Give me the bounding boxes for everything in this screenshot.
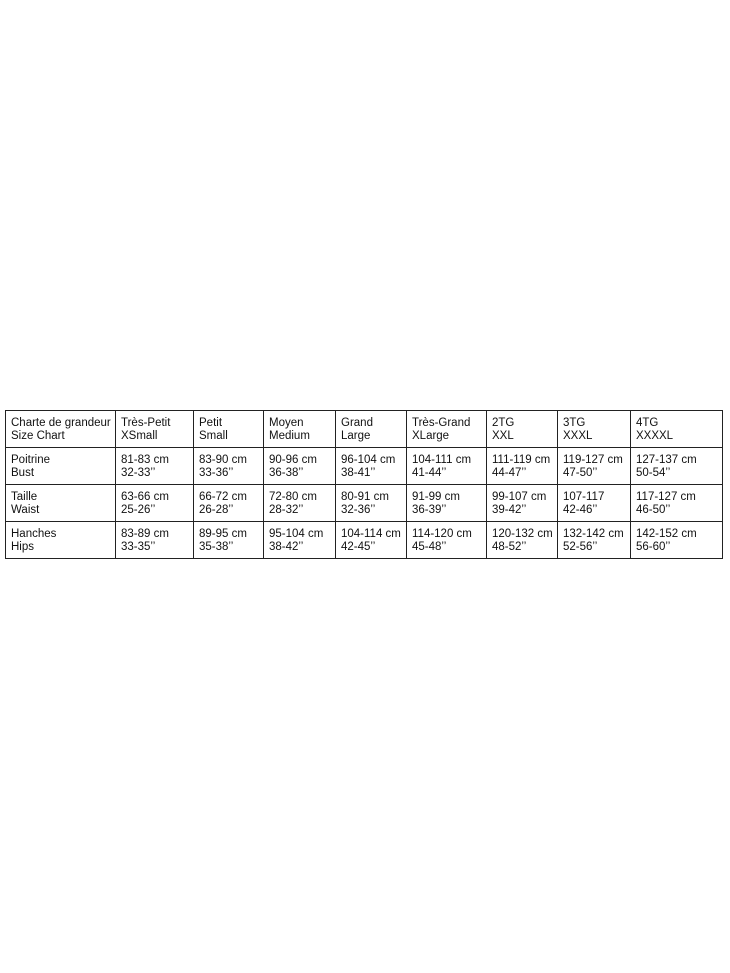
table-row-hips bbox=[6, 522, 723, 559]
header-cell-small: Petit Small bbox=[194, 411, 264, 448]
table-cell: 114-120 cm 45-48’’ bbox=[407, 522, 487, 559]
table-cell: 90-96 cm 36-38’’ bbox=[264, 448, 336, 485]
table-cell: 83-90 cm 33-36’’ bbox=[194, 448, 264, 485]
header-row bbox=[6, 411, 723, 448]
table-cell: 83-89 cm 33-35’’ bbox=[116, 522, 194, 559]
header-cell-xlarge: Très-Grand XLarge bbox=[407, 411, 487, 448]
table-cell: 95-104 cm 38-42’’ bbox=[264, 522, 336, 559]
table-row-waist bbox=[6, 485, 723, 522]
header-cell-xsmall: Très-Petit XSmall bbox=[116, 411, 194, 448]
table-cell: 91-99 cm 36-39’’ bbox=[407, 485, 487, 522]
row-label-bust: Poitrine Bust bbox=[6, 448, 116, 485]
table-cell: 132-142 cm 52-56’’ bbox=[558, 522, 631, 559]
header-cell-xxxl: 3TG XXXL bbox=[558, 411, 631, 448]
header-cell-large: Grand Large bbox=[336, 411, 407, 448]
table-cell: 96-104 cm 38-41’’ bbox=[336, 448, 407, 485]
table-cell: 127-137 cm 50-54’’ bbox=[631, 448, 723, 485]
table-cell: 80-91 cm 32-36’’ bbox=[336, 485, 407, 522]
table-cell: 63-66 cm 25-26’’ bbox=[116, 485, 194, 522]
row-label-hips: Hanches Hips bbox=[6, 522, 116, 559]
header-cell-chart: Charte de grandeur Size Chart bbox=[6, 411, 116, 448]
header-cell-medium: Moyen Medium bbox=[264, 411, 336, 448]
table-cell: 104-114 cm 42-45’’ bbox=[336, 522, 407, 559]
size-chart-table bbox=[5, 410, 723, 559]
table-cell: 99-107 cm 39-42’’ bbox=[487, 485, 558, 522]
table-cell: 72-80 cm 28-32’’ bbox=[264, 485, 336, 522]
table-cell: 104-111 cm 41-44’’ bbox=[407, 448, 487, 485]
table-cell: 117-127 cm 46-50’’ bbox=[631, 485, 723, 522]
table-cell: 119-127 cm 47-50’’ bbox=[558, 448, 631, 485]
table-cell: 107-117 42-46’’ bbox=[558, 485, 631, 522]
table-cell: 120-132 cm 48-52’’ bbox=[487, 522, 558, 559]
table-cell: 142-152 cm 56-60’’ bbox=[631, 522, 723, 559]
table-row-bust bbox=[6, 448, 723, 485]
table-cell: 81-83 cm 32-33’’ bbox=[116, 448, 194, 485]
table-cell: 111-119 cm 44-47’’ bbox=[487, 448, 558, 485]
header-cell-xxl: 2TG XXL bbox=[487, 411, 558, 448]
header-cell-xxxxl: 4TG XXXXL bbox=[631, 411, 723, 448]
table-cell: 89-95 cm 35-38’’ bbox=[194, 522, 264, 559]
row-label-waist: Taille Waist bbox=[6, 485, 116, 522]
table-cell: 66-72 cm 26-28’’ bbox=[194, 485, 264, 522]
